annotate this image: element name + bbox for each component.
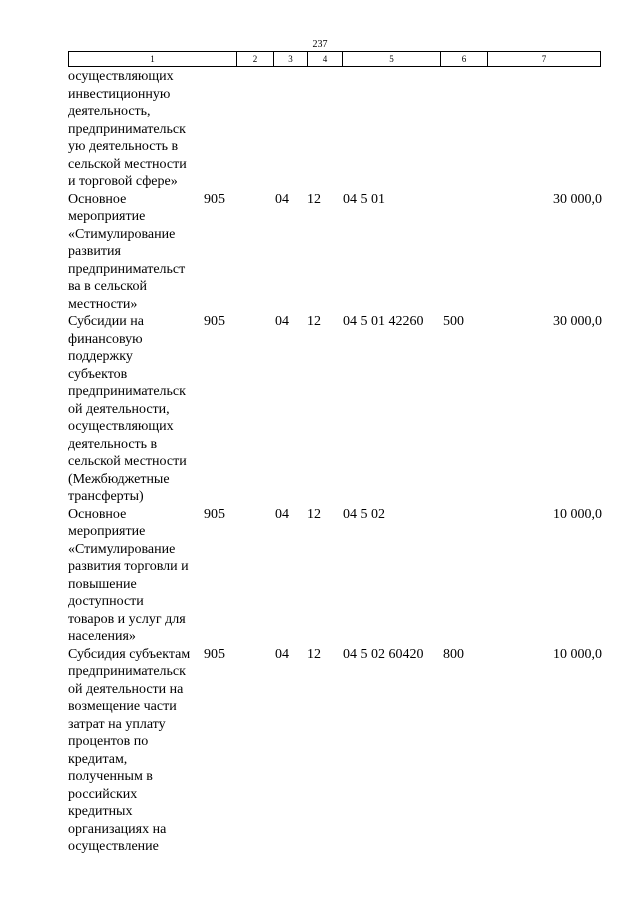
row-amount: 10 000,0: [553, 506, 602, 522]
row-target-code: 04 5 02 60420: [343, 646, 424, 662]
row-section-code: 04: [275, 191, 289, 207]
column-header-3: 3: [274, 52, 308, 66]
table-row: [68, 646, 602, 856]
row-target-code: 04 5 02: [343, 506, 385, 522]
row-name: Основное мероприятие «Стимулирование развития торговли и повышение доступности товаров и услуг для населения»: [68, 506, 189, 644]
row-expense-type: 800: [443, 646, 464, 662]
row-section-code: 04: [275, 646, 289, 662]
row-subsection-code: 12: [307, 646, 321, 662]
row-amount: 30 000,0: [553, 191, 602, 207]
row-ministry-code: 905: [204, 506, 225, 522]
row-amount: 10 000,0: [553, 646, 602, 662]
column-header-7: 7: [541, 54, 547, 64]
table-row: [68, 191, 602, 314]
page-number: 237: [312, 39, 328, 50]
row-subsection-code: 12: [307, 191, 321, 207]
row-subsection-code: 12: [307, 506, 321, 522]
row-section-code: 04: [275, 314, 289, 329]
row-target-code: 04 5 01 42260: [343, 314, 424, 329]
row-section-code: 04: [275, 506, 289, 522]
row-target-code: 04 5 01: [343, 191, 385, 207]
table-row: [68, 68, 602, 191]
row-name: Субсидии на финансовую поддержку субъектов предпринимательск ой деятельности, осуществляющих деятельность в сельской местности (Межбюджетные трансферты): [68, 314, 187, 504]
row-ministry-code: 905: [204, 646, 225, 662]
column-header-2: 2: [237, 52, 274, 66]
table-column-headers: [68, 51, 601, 67]
column-header-1: 1: [69, 52, 237, 66]
row-name: осуществляющих инвестиционную деятельность, предпринимательск ую деятельность в сельской местности и торговой сфере»: [68, 69, 187, 189]
row-ministry-code: 905: [204, 314, 225, 329]
row-amount: 30 000,0: [553, 314, 602, 329]
row-name: Основное мероприятие «Стимулирование развития предпринимательст ва в сельской местности»: [68, 191, 186, 312]
column-header-5: 5: [343, 52, 441, 66]
row-ministry-code: 905: [204, 191, 225, 207]
table-row: [68, 313, 602, 506]
column-header-6: 6: [441, 52, 488, 66]
table-body: [68, 68, 602, 856]
row-name: Субсидия субъектам предпринимательск ой деятельности на возмещение части затрат на уплату процентов по кредитам, полученным в российских кредитных организациях на осуществление: [68, 646, 191, 854]
row-subsection-code: 12: [307, 314, 321, 329]
column-header-4: 4: [308, 52, 343, 66]
table-row: [68, 506, 602, 646]
row-expense-type: 500: [443, 314, 464, 329]
